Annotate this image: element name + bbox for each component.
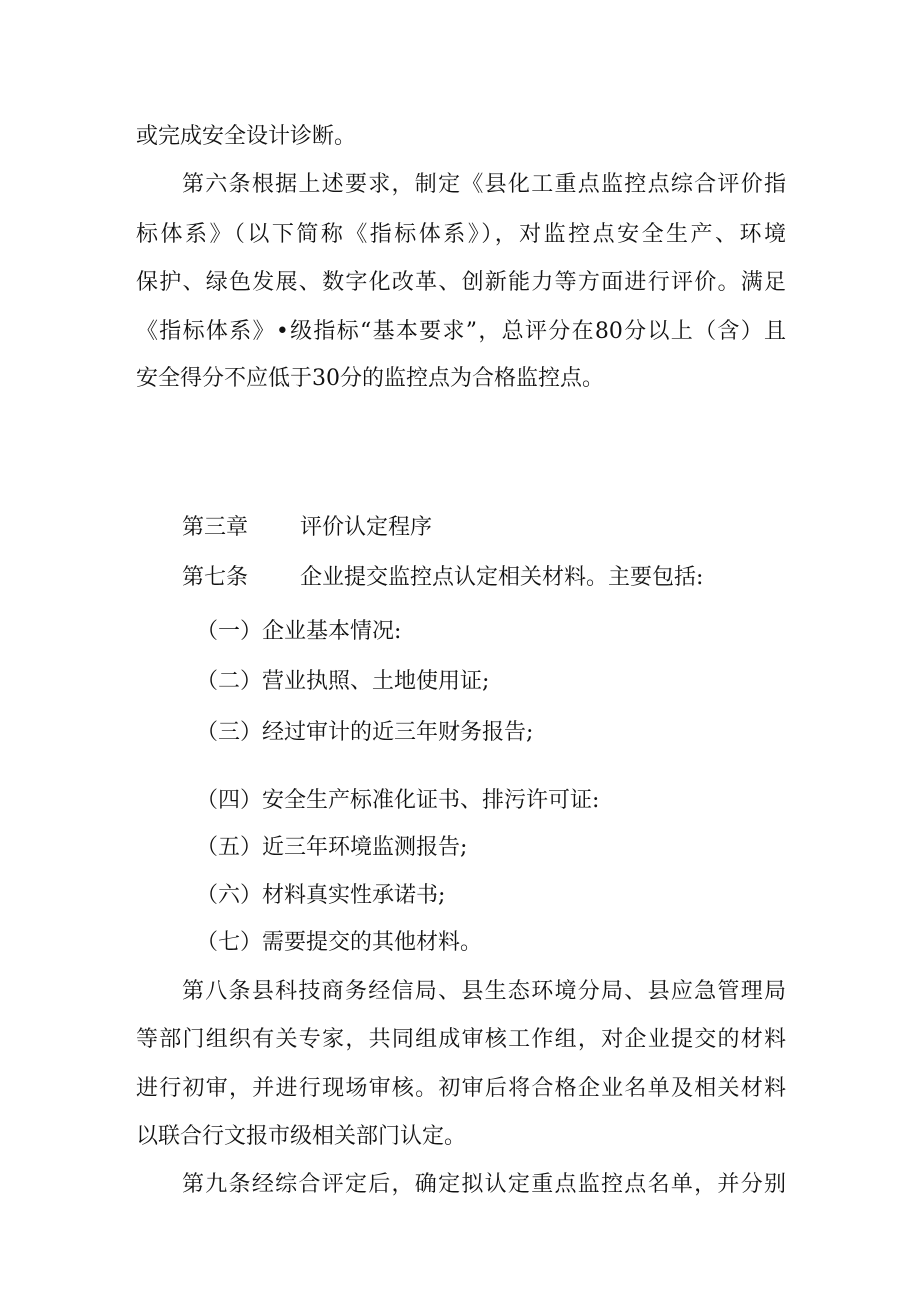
article-6-line: 保护、绿色发展、数字化改革、创新能力等方面进行评价。满足 bbox=[136, 270, 786, 295]
article-6-line: 第六条根据上述要求，制定《县化工重点监控点综合评价指 bbox=[182, 172, 786, 197]
list-item: （二）营业执照、土地使用证; bbox=[196, 669, 490, 694]
article-8-line: 等部门组织有关专家，共同组成审核工作组，对企业提交的材料 bbox=[136, 1027, 786, 1052]
list-item: （五）近三年环境监测报告; bbox=[196, 835, 468, 860]
article-6-line: 标体系》（以下简称《指标体系》），对监控点安全生产、环境 bbox=[136, 222, 786, 247]
article-8-line: 第八条县科技商务经信局、县生态环境分局、县应急管理局 bbox=[182, 979, 786, 1004]
list-item: （六）材料真实性承诺书; bbox=[196, 883, 446, 908]
article-6-line: 安全得分不应低于30分的监控点为合格监控点。 bbox=[136, 366, 604, 391]
list-item: （一）企业基本情况: bbox=[196, 619, 402, 644]
list-item: （七）需要提交的其他材料。 bbox=[196, 930, 483, 955]
chapter-number: 第三章 bbox=[182, 515, 249, 540]
chapter-title: 评价认定程序 bbox=[300, 515, 433, 540]
article-8-line: 以联合行文报市级相关部门认定。 bbox=[136, 1124, 467, 1149]
list-item: （四）安全生产标准化证书、排污许可证: bbox=[196, 788, 600, 813]
article-6-line: 《指标体系》•级指标“基本要求”，总评分在80分以上（含）且 bbox=[136, 319, 786, 344]
article-7-number: 第七条 bbox=[182, 565, 249, 590]
list-item: （三）经过审计的近三年财务报告; bbox=[196, 720, 534, 745]
article-8-line: 进行初审，并进行现场审核。初审后将合格企业名单及相关材料 bbox=[136, 1076, 786, 1101]
article-7-text: 企业提交监控点认定相关材料。主要包括: bbox=[300, 565, 704, 590]
paragraph-line: 或完成安全设计诊断。 bbox=[136, 124, 357, 149]
article-9-line: 第九条经综合评定后，确定拟认定重点监控点名单，并分别 bbox=[182, 1172, 786, 1197]
